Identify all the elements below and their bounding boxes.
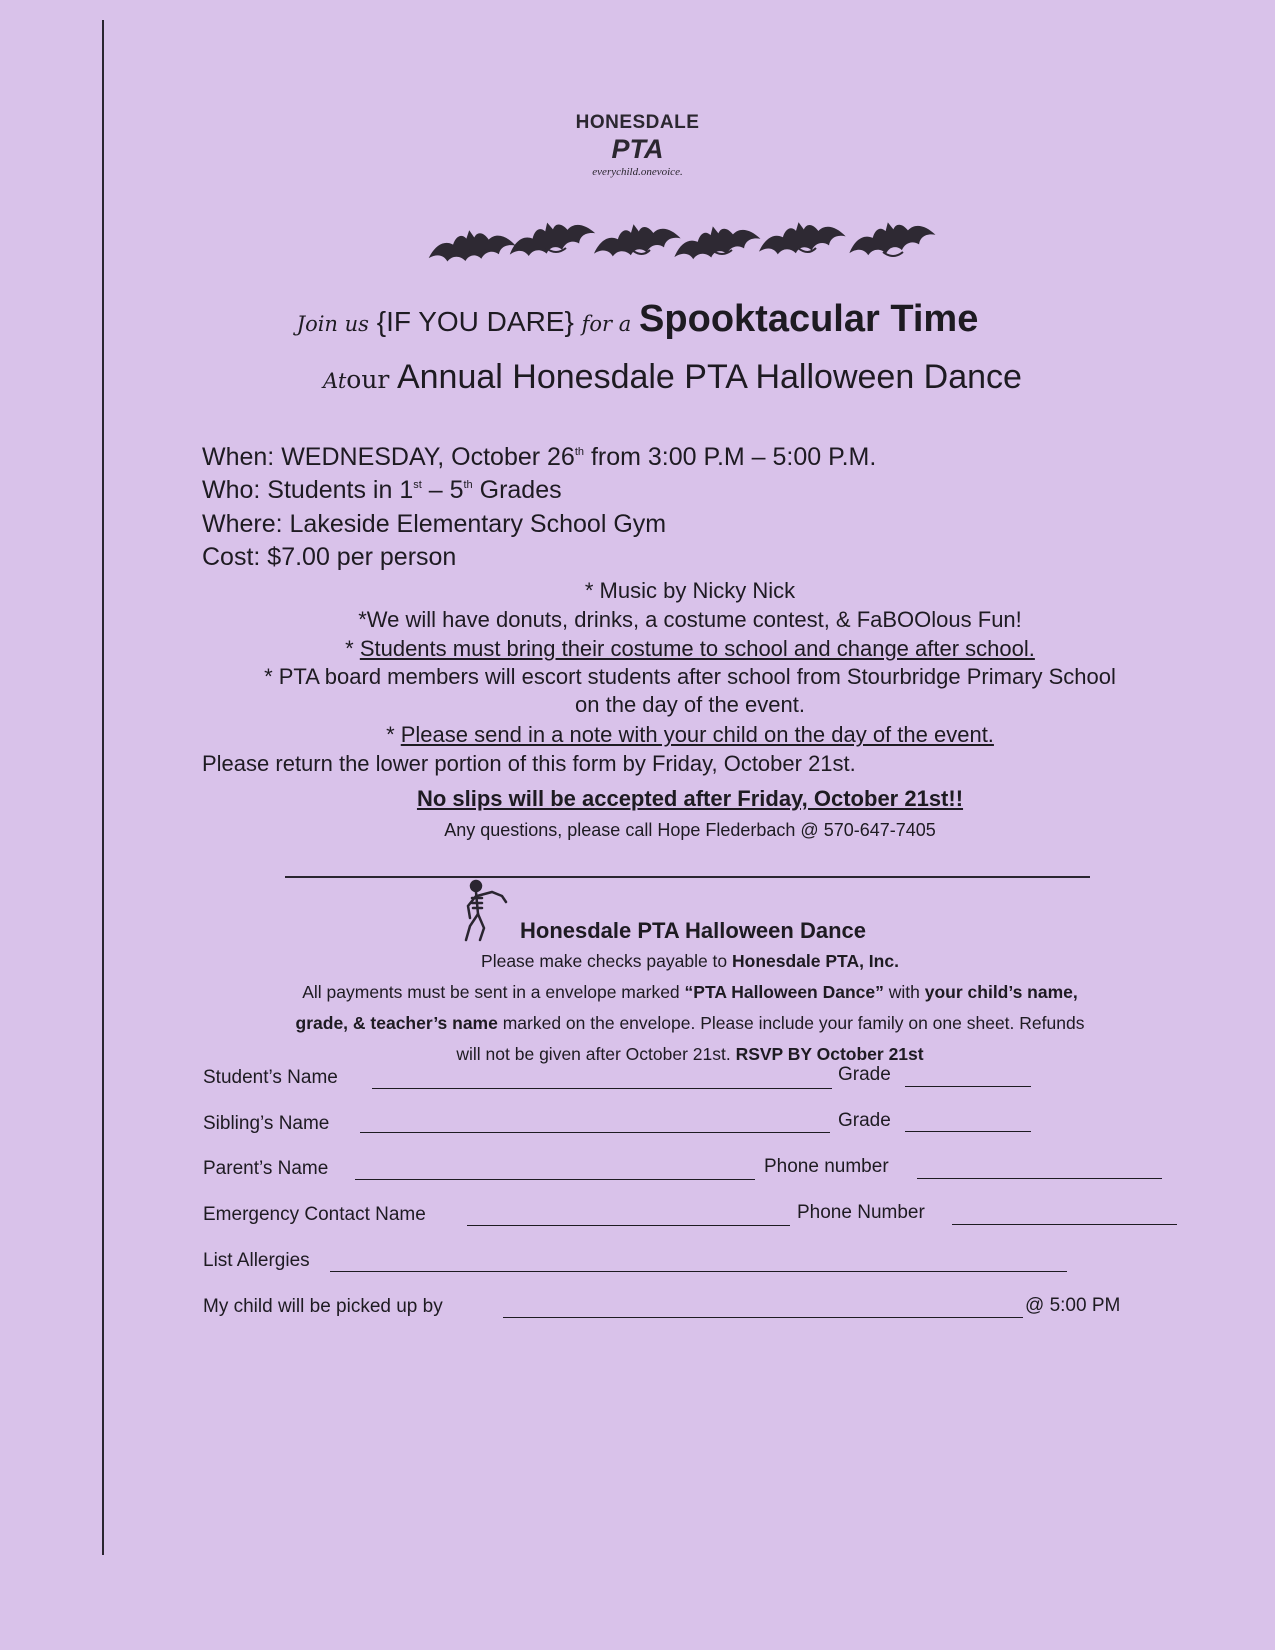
pickup-time: @ 5:00 PM xyxy=(1025,1295,1121,1316)
parent-phone-field[interactable] xyxy=(917,1178,1162,1179)
emergency-contact-field[interactable] xyxy=(467,1225,790,1226)
slip-title: Honesdale PTA Halloween Dance xyxy=(520,918,866,943)
music-note: * Music by Nicky Nick xyxy=(584,578,796,603)
headline-line-1 xyxy=(0,298,1275,341)
payment-instructions: All payments must be sent in a envelope marked “PTA Halloween Dance” with your child’s name, grade, & teacher’s name marked on the envelope. Please include your family on one sheet. Refunds will not be given after October 21st. RSVP BY October 21st xyxy=(295,982,1085,1064)
spooktacular-text: Spooktacular Time xyxy=(639,298,979,340)
join-us-text: Join us xyxy=(296,312,369,336)
if-you-dare-text: {IF YOU DARE} xyxy=(376,306,574,337)
escort-note: * PTA board members will escort students after school from Stourbridge Primary School xyxy=(264,664,1116,689)
sibling-name-label: Sibling’s Name xyxy=(203,1113,330,1134)
who-line: Who: Students in 1st – 5th Grades xyxy=(202,476,562,504)
sibling-name-field[interactable] xyxy=(360,1132,830,1133)
skeleton-icon xyxy=(462,878,522,944)
sibling-grade-field[interactable] xyxy=(905,1131,1031,1132)
emergency-contact-label: Emergency Contact Name xyxy=(203,1204,426,1225)
student-name-field[interactable] xyxy=(372,1088,832,1089)
parent-name-field[interactable] xyxy=(355,1179,755,1180)
allergies-field[interactable] xyxy=(330,1271,1067,1272)
fun-note: *We will have donuts, drinks, a costume contest, & FaBOOlous Fun! xyxy=(358,607,1022,632)
allergies-label: List Allergies xyxy=(203,1250,310,1271)
student-grade-field[interactable] xyxy=(905,1086,1031,1087)
parent-name-label: Parent’s Name xyxy=(203,1158,329,1179)
questions-note: Any questions, please call Hope Flederbach @ 570-647-7405 xyxy=(444,820,936,840)
cut-line xyxy=(285,876,1090,878)
emergency-phone-field[interactable] xyxy=(952,1224,1177,1225)
cost-line: Cost: $7.00 per person xyxy=(202,543,457,571)
logo-pta: PTA xyxy=(611,134,664,164)
headline-line-2 xyxy=(35,358,1275,397)
phone-number-label: Phone number xyxy=(764,1156,889,1177)
logo-tagline: everychild.onevoice. xyxy=(592,166,683,178)
costume-note: * Students must bring their costume to school and change after school. xyxy=(345,636,1035,661)
bats-decoration-icon xyxy=(428,208,948,278)
annual-dance-text: Annual Honesdale PTA Halloween Dance xyxy=(396,358,1022,396)
margin-rule xyxy=(102,20,104,1555)
deadline-note: No slips will be accepted after Friday, October 21st!! xyxy=(416,786,964,811)
pickup-field[interactable] xyxy=(503,1317,1023,1318)
where-line: Where: Lakeside Elementary School Gym xyxy=(202,510,667,538)
grade-label-2: Grade xyxy=(838,1110,891,1131)
logo-honesdale: HONESDALE xyxy=(575,112,700,133)
our-text: our xyxy=(346,365,390,394)
pta-logo xyxy=(0,112,1275,178)
grade-label-1: Grade xyxy=(838,1064,891,1085)
checks-note: Please make checks payable to Honesdale PTA, Inc. xyxy=(481,951,899,971)
phone-number-label-2: Phone Number xyxy=(797,1202,925,1223)
student-name-label: Student’s Name xyxy=(203,1067,338,1088)
return-note: Please return the lower portion of this form by Friday, October 21st. xyxy=(202,751,856,776)
escort-note-2: on the day of the event. xyxy=(575,692,805,717)
pickup-label: My child will be picked up by xyxy=(203,1296,443,1317)
send-note: * Please send in a note with your child on the day of the event. xyxy=(386,722,994,747)
for-a-text: for a xyxy=(581,312,632,336)
when-line: When: WEDNESDAY, October 26th from 3:00 P.M – 5:00 P.M. xyxy=(202,443,877,471)
at-text: At xyxy=(323,369,347,393)
